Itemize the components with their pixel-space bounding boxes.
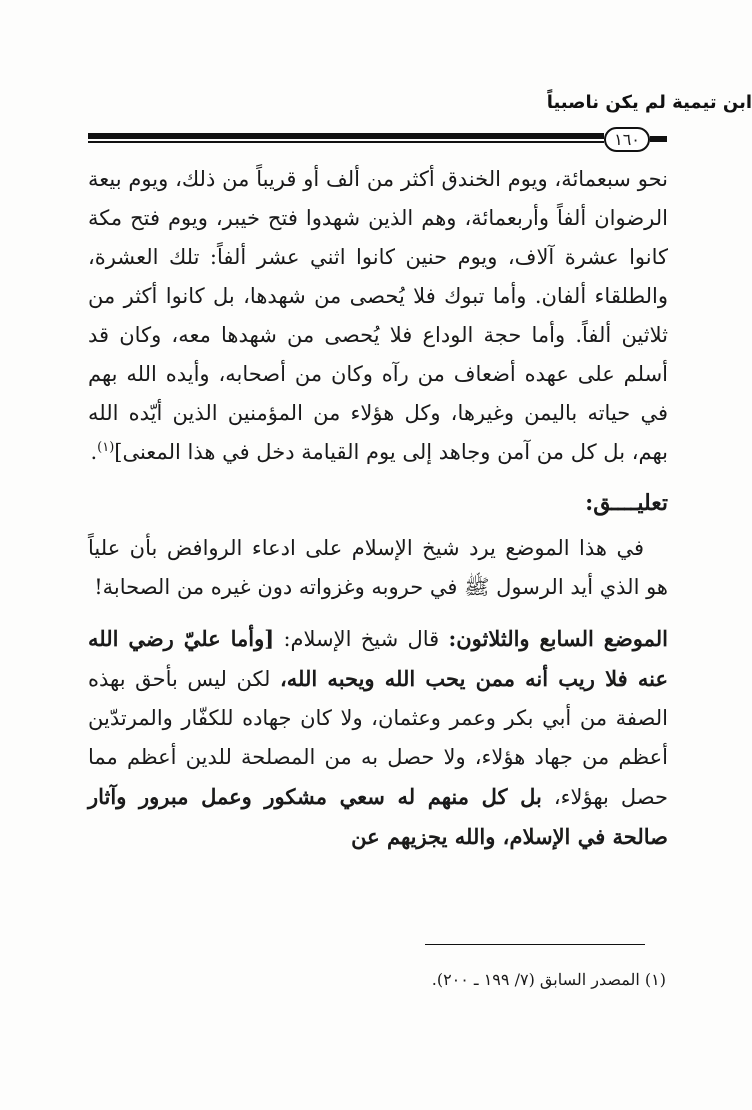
footnote-rule	[425, 944, 645, 945]
footnote-marker: (١)	[644, 970, 666, 989]
section-quote-bold-2: بل كل منهم له سعي مشكور وعمل مبرور وآثار صالحة في الإسلام، والله يجزيهم عن	[88, 784, 668, 849]
header-rule-right	[650, 136, 667, 142]
section-intro: قال شيخ الإسلام:	[274, 627, 449, 651]
footnote-text: المصدر السابق (٧/ ١٩٩ ـ ٢٠٠).	[431, 970, 640, 989]
quote-end: .	[90, 440, 98, 464]
section-quote-bold-1: [وأما عليّ رضي الله عنه فلا ريب أنه ممن يحب الله ويحبه الله،	[88, 626, 668, 691]
quote-paragraph	[88, 160, 668, 472]
footnote	[86, 970, 666, 989]
section-paragraph	[88, 619, 668, 857]
header-rule	[88, 133, 604, 145]
quote-text: نحو سبعمائة، ويوم الخندق أكثر من ألف أو قريباً من ذلك، ويوم بيعة الرضوان ألفاً وأربعمائة، وهم الذين شهدوا فتح خيبر، ويوم فتح مكة كانوا عشرة آلاف، ويوم حنين كانوا اثني عشر ألفاً: تلك العشرة، والطلقاء ألفان. وأما تبوك فلا يُحصى من شهدها، بل كانوا أكثر من ثلاثين ألفاً. وأما حجة الوداع فلا يُحصى من شهدها معه، وكان قد أسلم على عهده أضعاف من رآه وكان من أصحابه، وأيده الله بهم في حياته باليمن وغيرها، وكل هؤلاء من المؤمنين الذين أيّده الله بهم، بل كل من آمن وجاهد إلى يوم القيامة دخل في هذا المعنى]	[88, 167, 668, 464]
running-title: ابن تيمية لم يكن ناصبياً	[546, 92, 752, 113]
section-label: الموضع السابع والثلاثون:	[448, 626, 669, 651]
header-rule-thin	[88, 141, 604, 143]
comment-paragraph: في هذا الموضع يرد شيخ الإسلام على ادعاء الروافض بأن علياً هو الذي أيد الرسول ﷺ في حروبه وغزواته دون غيره من الصحابة!	[88, 536, 668, 599]
footnote-reference: (١)	[97, 440, 115, 455]
comment-heading: تعليــــق:	[585, 490, 668, 516]
header-rule-thick	[88, 133, 604, 139]
body-text	[88, 160, 668, 857]
page-number: ١٦٠	[604, 127, 650, 152]
section-quote-plain: لكن ليس بأحق بهذه الصفة من أبي بكر وعمر وعثمان، ولا كان جهاده للكفّار والمرتدّين أعظم من جهاد هؤلاء، ولا حصل به من المصلحة للدين أعظم مما حصل بهؤلاء،	[88, 667, 668, 809]
